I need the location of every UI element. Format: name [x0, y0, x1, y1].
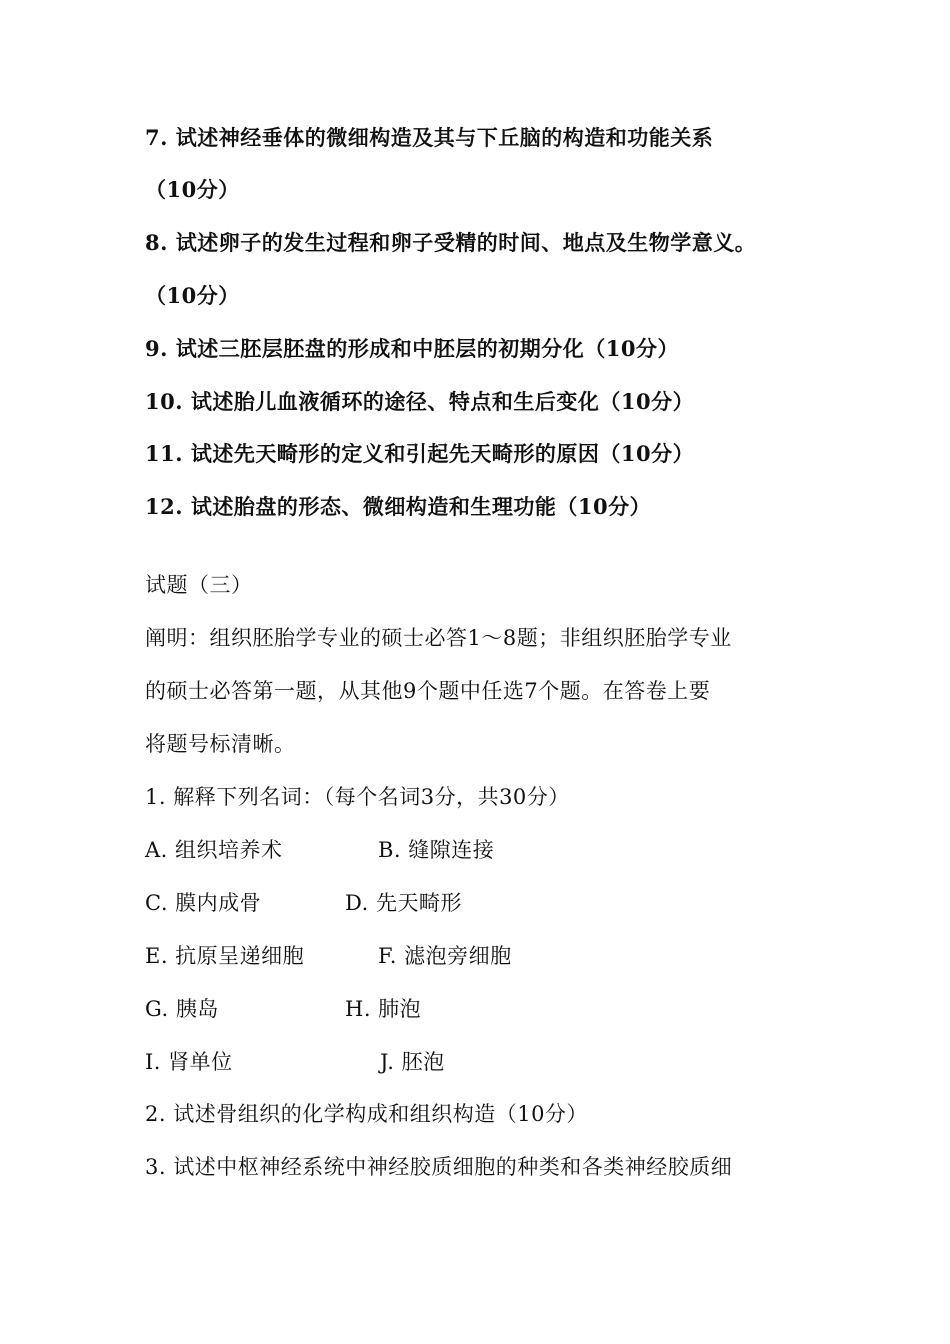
term-d: D. 先天畸形 — [345, 891, 462, 915]
instructions-line-3: 将题号标清晰。 — [145, 732, 296, 756]
question-2: 2. 试述骨组织的化学构成和组织构造（10分） — [145, 1102, 588, 1126]
term-c: C. 膜内成骨 — [145, 891, 262, 915]
question-8-line-1: 8. 试述卵子的发生过程和卵子受精的时间、地点及生物学意义。 — [145, 230, 757, 255]
term-h: H. 肺泡 — [345, 997, 422, 1021]
term-e: E. 抗原呈递细胞 — [145, 944, 305, 968]
question-7-line-1: 7. 试述神经垂体的微细构造及其与下丘脑的构造和功能关系 — [145, 125, 714, 150]
term-g: G. 胰岛 — [145, 997, 219, 1021]
section-title: 试题（三） — [145, 573, 253, 597]
term-a: A. 组织培养术 — [145, 838, 283, 862]
instructions-line-2: 的硕士必答第一题，从其他9个题中任选7个题。在答卷上要 — [145, 679, 711, 703]
question-7-line-2: （10分） — [145, 177, 240, 202]
instructions-line-1: 阐明：组织胚胎学专业的硕士必答1～8题；非组织胚胎学专业 — [145, 626, 732, 650]
question-1-title: 1. 解释下列名词：（每个名词3分，共30分） — [145, 785, 570, 809]
term-i: I. 肾单位 — [145, 1050, 233, 1074]
question-11: 11. 试述先天畸形的定义和引起先天畸形的原因（10分） — [145, 441, 695, 466]
question-8-line-2: （10分） — [145, 283, 240, 308]
term-f: F. 滤泡旁细胞 — [378, 944, 512, 968]
term-b: B. 缝隙连接 — [378, 838, 495, 862]
question-12: 12. 试述胎盘的形态、微细构造和生理功能（10分） — [145, 494, 652, 519]
question-9: 9. 试述三胚层胚盘的形成和中胚层的初期分化（10分） — [145, 336, 679, 361]
question-3: 3. 试述中枢神经系统中神经胶质细胞的种类和各类神经胶质细 — [145, 1155, 733, 1179]
question-10: 10. 试述胎儿血液循环的途径、特点和生后变化（10分） — [145, 389, 695, 414]
term-j: J. 胚泡 — [380, 1050, 445, 1074]
